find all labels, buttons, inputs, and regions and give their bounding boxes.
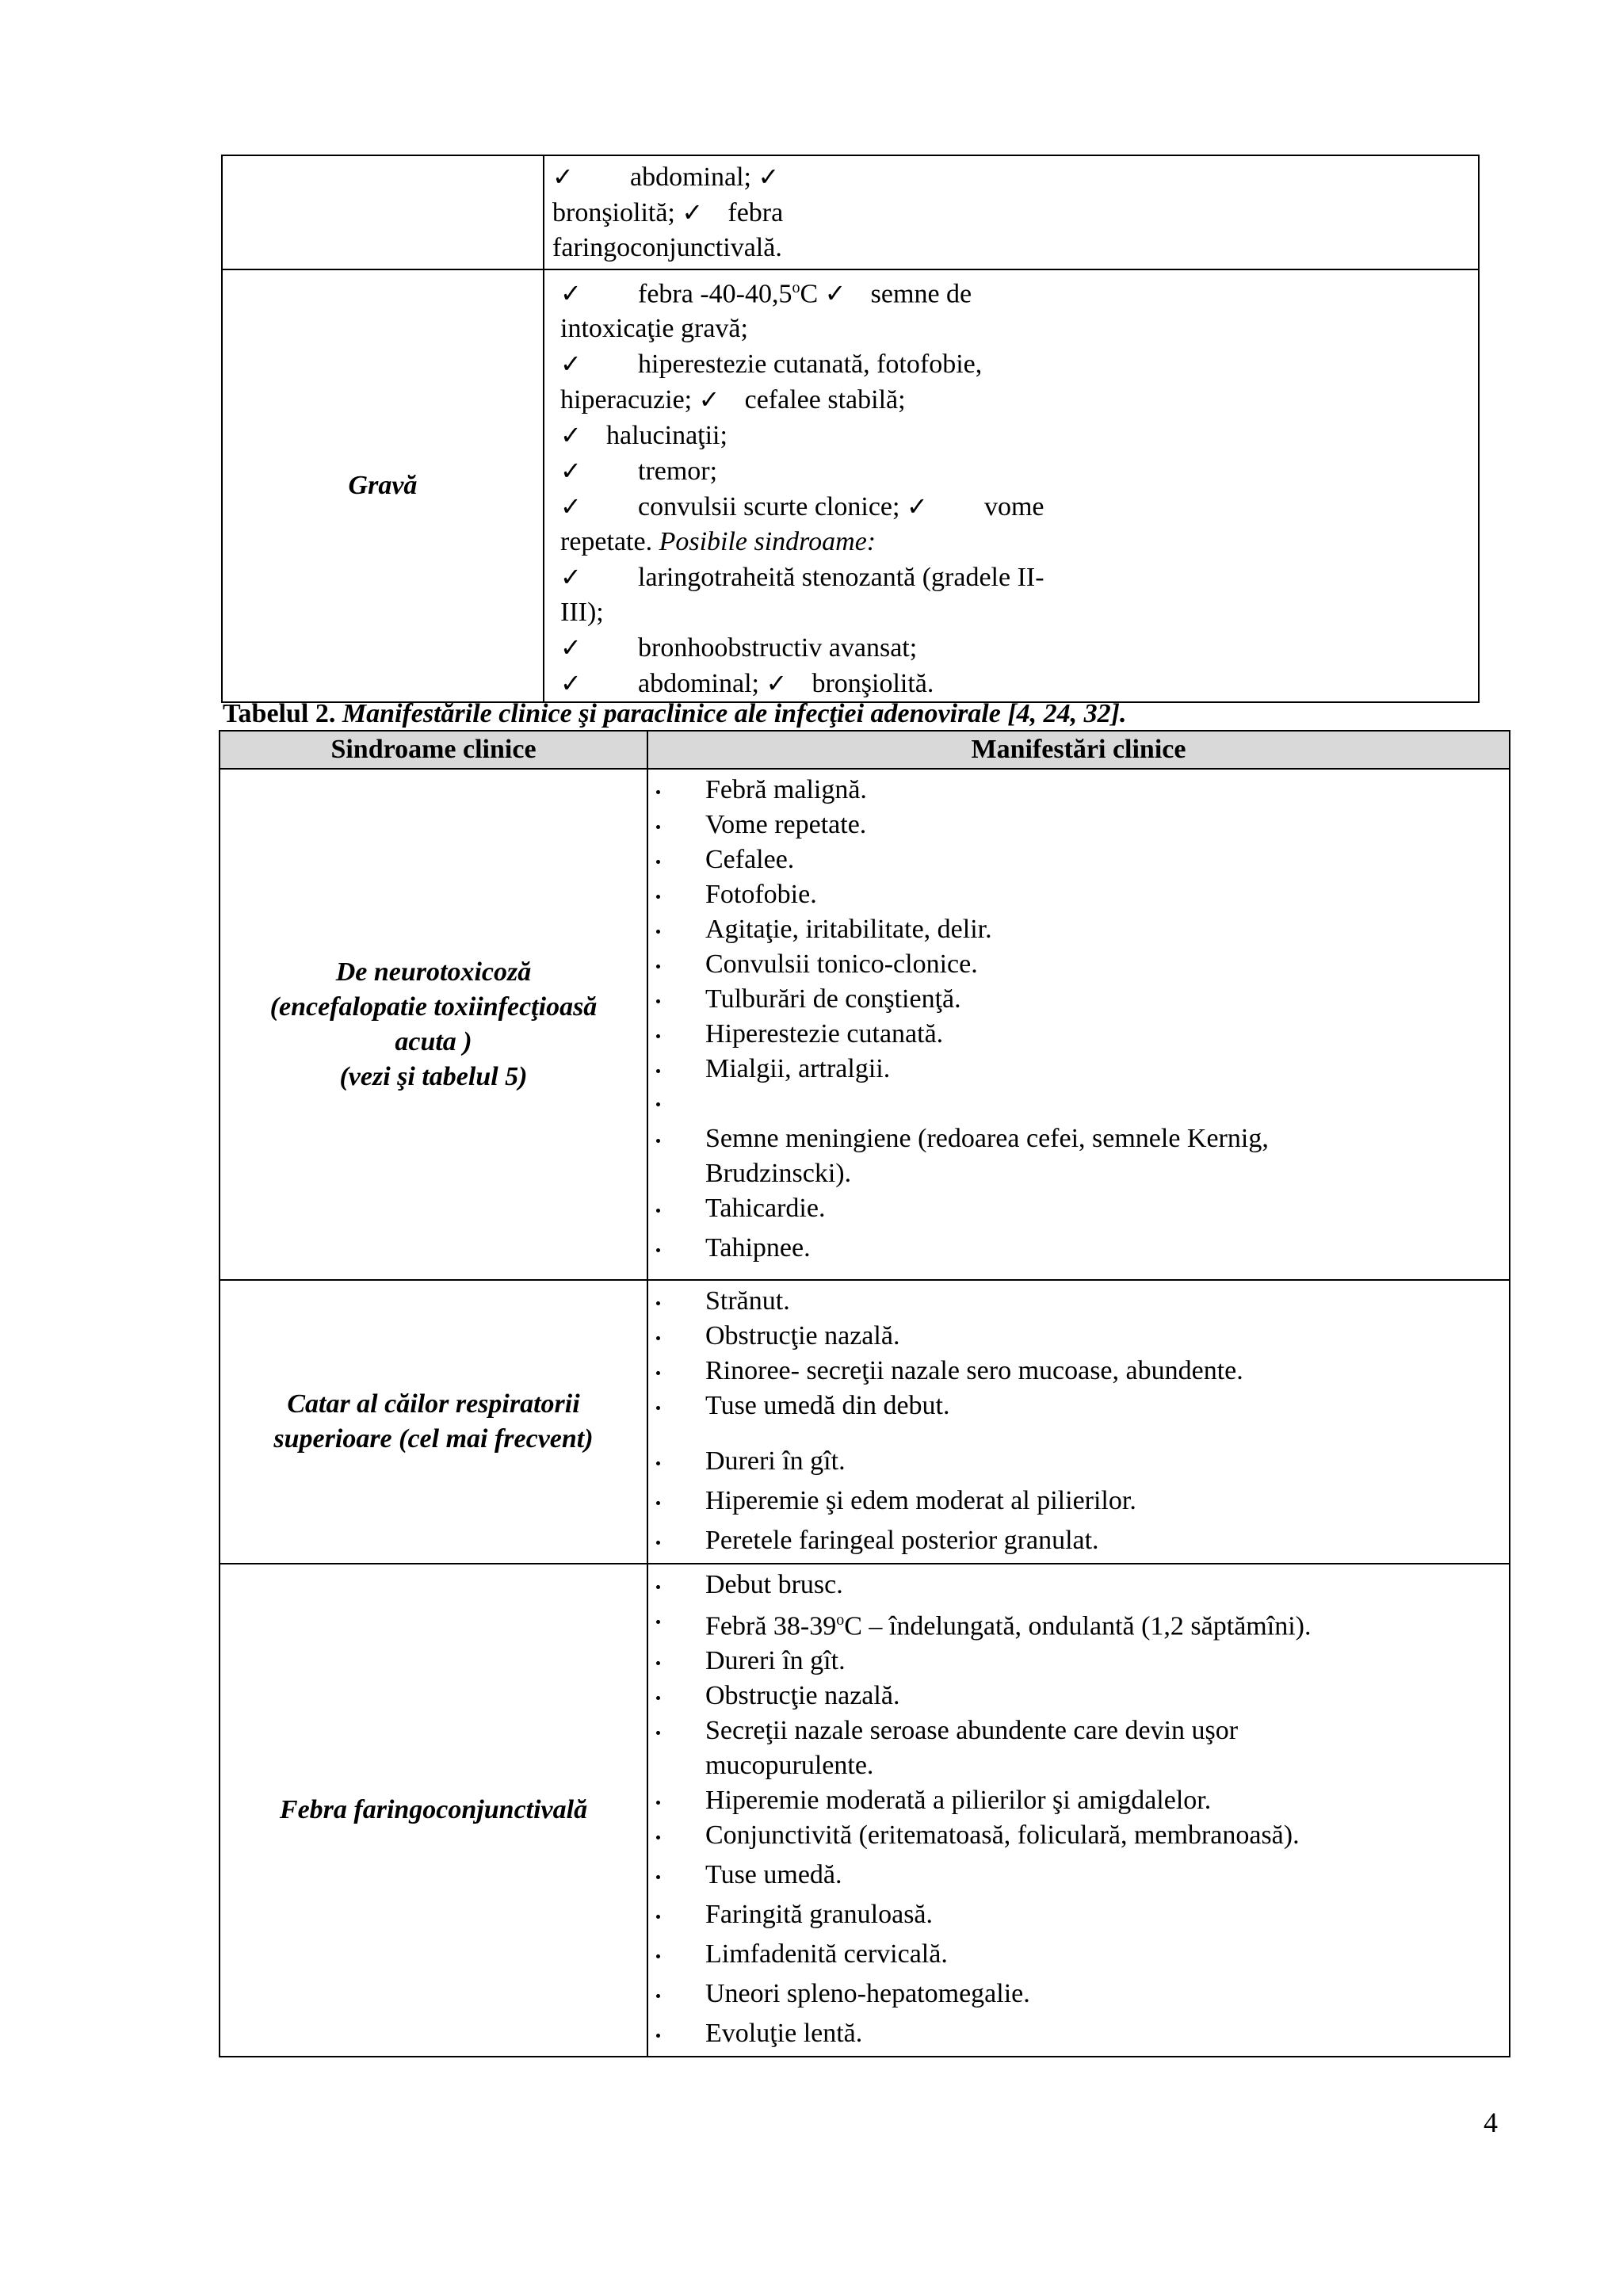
item-text: halucinaţii; [606, 421, 727, 451]
item-text: bronhoobstructiv avansat; [638, 633, 918, 663]
syndrome-text: De neurotoxicoză [335, 957, 532, 987]
item-text: repetate. [560, 527, 653, 557]
bullet-icon [656, 1731, 660, 1735]
list-item [648, 1354, 1509, 1389]
item-text: semne de [870, 279, 972, 309]
list-item [648, 877, 1509, 912]
item-text: C [800, 279, 819, 309]
item-text: III); [560, 598, 604, 628]
item-text: hiperacuzie; [560, 385, 693, 415]
item-text: Obstrucţie nazală. [705, 1681, 900, 1711]
severity-table [221, 155, 1480, 703]
bullet-icon [656, 860, 660, 864]
item-text: Mialgii, artralgii. [705, 1054, 891, 1083]
item-text: bronşiolită; [552, 198, 675, 227]
list-item [648, 1858, 1509, 1893]
bullet-icon [656, 1501, 660, 1505]
item-text: tremor; [638, 457, 718, 487]
bullet-icon [656, 895, 660, 899]
item-text: Posibile sindroame: [659, 527, 876, 557]
list-item [648, 1444, 1509, 1479]
manifestations-cell [544, 269, 1479, 702]
syndrome-text: (vezi şi tabelul 5) [339, 1061, 528, 1091]
item-text: febra -40-40,5 [638, 279, 792, 309]
item-text: Agitaţie, iritabilitate, delir. [705, 915, 992, 944]
list-item [648, 1523, 1509, 1558]
item-text: intoxicaţie gravă; [560, 314, 748, 344]
bullet-icon [656, 825, 660, 829]
bullet-icon [656, 1661, 660, 1665]
list-item [648, 1389, 1509, 1423]
item-text: Tahicardie. [705, 1194, 826, 1223]
list-item [648, 982, 1509, 1017]
item-text: Obstrucţie nazală. [705, 1321, 900, 1350]
bullet-icon [656, 790, 660, 794]
list-item [648, 947, 1509, 982]
check-icon: ✓ [560, 278, 582, 309]
table-header-row [220, 731, 1510, 769]
list-item [648, 1603, 1509, 1644]
bullet-icon [656, 1336, 660, 1340]
item-text: abdominal; [630, 162, 751, 192]
bullet-icon [656, 999, 660, 1003]
item-text: laringotraheită stenozantă (gradele II- [638, 563, 1044, 593]
list-item-continuation [648, 1156, 1509, 1191]
bullet-icon [656, 1034, 660, 1038]
item-text: febra [727, 198, 784, 227]
bullet-icon [656, 1461, 660, 1465]
bullet-icon [656, 1696, 660, 1700]
item-text: Faringită granuloasă. [705, 1900, 934, 1930]
bullet-icon [656, 1915, 660, 1919]
item-text: cefalee stabilă; [744, 385, 906, 415]
check-icon: ✓ [552, 162, 574, 192]
item-text: Debut brusc. [705, 1570, 843, 1599]
bullet-icon [656, 1406, 660, 1410]
check-icon: ✓ [906, 491, 928, 522]
item-text: Brudzinscki). [705, 1159, 852, 1188]
syndrome-cell [220, 769, 647, 1280]
list-item [648, 1977, 1509, 2011]
table-row [220, 1280, 1510, 1564]
item-text: Conjunctivită (eritematoasă, foliculară, membranoasă). [705, 1820, 1300, 1851]
item-text: mucopurulente. [705, 1751, 874, 1781]
item-text: Tahipnee. [705, 1233, 811, 1263]
item-text: Rinoree- secreţii nazale sero mucoase, abundente. [705, 1356, 1243, 1385]
item-text: Dureri în gît. [705, 1646, 846, 1676]
item-text: Tuse umedă din debut. [705, 1391, 950, 1420]
manifestations-cell [647, 769, 1510, 1280]
list-item [648, 773, 1509, 808]
list-item [648, 1052, 1509, 1087]
check-icon: ✓ [698, 384, 720, 415]
syndrome-text: Catar al căilor respiratorii [287, 1389, 580, 1419]
item-text: faringoconjunctivală. [552, 233, 782, 262]
item-text: Semne meningiene (redoarea cefei, semnele Kernig, [705, 1124, 1269, 1153]
item-text: Dureri în gît. [705, 1446, 846, 1476]
list-item [648, 1319, 1509, 1354]
bullet-icon [656, 1248, 660, 1252]
bullet-icon [656, 1301, 660, 1305]
list-item [648, 1121, 1509, 1156]
item-text: convulsii scurte clonice; [638, 492, 900, 522]
item-text: Febră malignă. [705, 775, 867, 804]
item-text: Evoluţie lentă. [705, 2019, 863, 2049]
check-icon: ✓ [824, 278, 846, 309]
check-icon: ✓ [560, 420, 582, 451]
item-text: Cefalee. [705, 845, 795, 874]
check-icon: ✓ [560, 491, 582, 522]
bullet-icon [656, 1069, 660, 1073]
bullet-icon [656, 965, 660, 968]
table-row [220, 769, 1510, 1280]
item-text: Hiperemie moderată a pilierilor şi amigdalelor. [705, 1786, 1212, 1816]
item-text: Uneori spleno-hepatomegalie. [705, 1979, 1030, 2009]
item-text: Hiperestezie cutanată. [705, 1019, 944, 1049]
severity-label: Gravă [222, 269, 544, 702]
item-text: Hiperemie şi edem moderat al pilierilor. [705, 1486, 1136, 1515]
list-item [648, 1568, 1509, 1603]
check-icon: ✓ [560, 562, 582, 593]
table-row [222, 269, 1479, 702]
manifestations-cell [544, 155, 1479, 269]
item-text: Secreţii nazale seroase abundente care devin uşor [705, 1716, 1239, 1746]
syndrome-text: Febra faringoconjunctivală [279, 1795, 588, 1825]
list-item-continuation [648, 1748, 1509, 1783]
column-header: Manifestări clinice [647, 731, 1510, 769]
bullet-icon [656, 1954, 660, 1958]
item-text: Fotofobie. [705, 880, 817, 909]
bullet-icon [656, 1371, 660, 1375]
bullet-icon [656, 1620, 660, 1624]
bullet-icon [656, 930, 660, 934]
check-icon: ✓ [758, 162, 780, 192]
item-text: vome [983, 492, 1044, 522]
manifestations-cell [647, 1280, 1510, 1564]
syndrome-text: acuta ) [395, 1026, 472, 1056]
check-icon: ✓ [560, 349, 582, 380]
check-icon: ✓ [682, 197, 704, 227]
bullet-icon [656, 1875, 660, 1879]
bullet-icon [656, 1102, 660, 1106]
item-text: abdominal; [638, 669, 759, 699]
severity-cell-empty [222, 155, 544, 269]
list-item [648, 808, 1509, 842]
clinical-manifestations-table [219, 730, 1510, 2057]
list-item [648, 1644, 1509, 1679]
list-item [648, 1231, 1509, 1266]
list-item [648, 1818, 1509, 1853]
bullet-icon [656, 1209, 660, 1213]
bullet-icon [656, 1585, 660, 1589]
list-item [648, 1284, 1509, 1319]
bullet-icon [656, 1994, 660, 1998]
item-text: bronşiolită. [812, 669, 934, 699]
item-text: Peretele faringeal posterior granulat. [705, 1526, 1099, 1555]
bullet-icon [656, 1139, 660, 1143]
degree-sup: o [836, 1611, 845, 1629]
check-icon: ✓ [560, 456, 582, 487]
list-item [648, 1191, 1509, 1226]
syndrome-cell [220, 1564, 647, 2057]
check-icon: ✓ [560, 632, 582, 663]
item-text: Convulsii tonico-clonice. [705, 949, 978, 979]
list-item [648, 1713, 1509, 1748]
syndrome-text: (encefalopatie toxiinfecţioasă [269, 991, 598, 1022]
list-item [648, 1679, 1509, 1713]
table-caption [223, 697, 1126, 731]
syndrome-text: superioare (cel mai frecvent) [273, 1424, 594, 1454]
page-number: 4 [1484, 2107, 1498, 2138]
check-icon: ✓ [766, 668, 788, 699]
list-item [648, 1017, 1509, 1052]
degree-sup: o [792, 279, 800, 296]
item-text: Strănut. [705, 1286, 790, 1316]
item-text: hiperestezie cutanată, fotofobie, [638, 350, 983, 380]
table-row [222, 155, 1479, 269]
list-item [648, 1897, 1509, 1932]
list-item [648, 1783, 1509, 1818]
column-header: Sindroame clinice [220, 731, 647, 769]
list-item [648, 1937, 1509, 1972]
bullet-icon [656, 1801, 660, 1805]
syndrome-cell [220, 1280, 647, 1564]
list-item [648, 2016, 1509, 2051]
list-item [648, 1484, 1509, 1519]
item-text: Vome repetate. [705, 810, 867, 839]
caption-title: Manifestările clinice şi paraclinice ale infecţiei adenovirale [4, 24, 32]. [342, 699, 1127, 728]
list-item [648, 912, 1509, 947]
item-text: Tuse umedă. [705, 1860, 842, 1890]
item-text: Tulburări de conştienţă. [705, 984, 961, 1014]
check-icon: ✓ [560, 668, 582, 699]
empty-bullet [648, 1087, 1509, 1121]
item-text: C – îndelungată, ondulantă (1,2 săptămîni). [844, 1611, 1312, 1641]
item-text: Febră 38-39 [705, 1611, 837, 1641]
item-text: Limfadenită cervicală. [705, 1939, 948, 1969]
manifestations-cell [647, 1564, 1510, 2057]
table-row [220, 1564, 1510, 2057]
bullet-icon [656, 1836, 660, 1839]
caption-label: Tabelul 2. [223, 699, 336, 728]
bullet-icon [656, 2034, 660, 2038]
bullet-icon [656, 1541, 660, 1545]
list-item [648, 842, 1509, 877]
